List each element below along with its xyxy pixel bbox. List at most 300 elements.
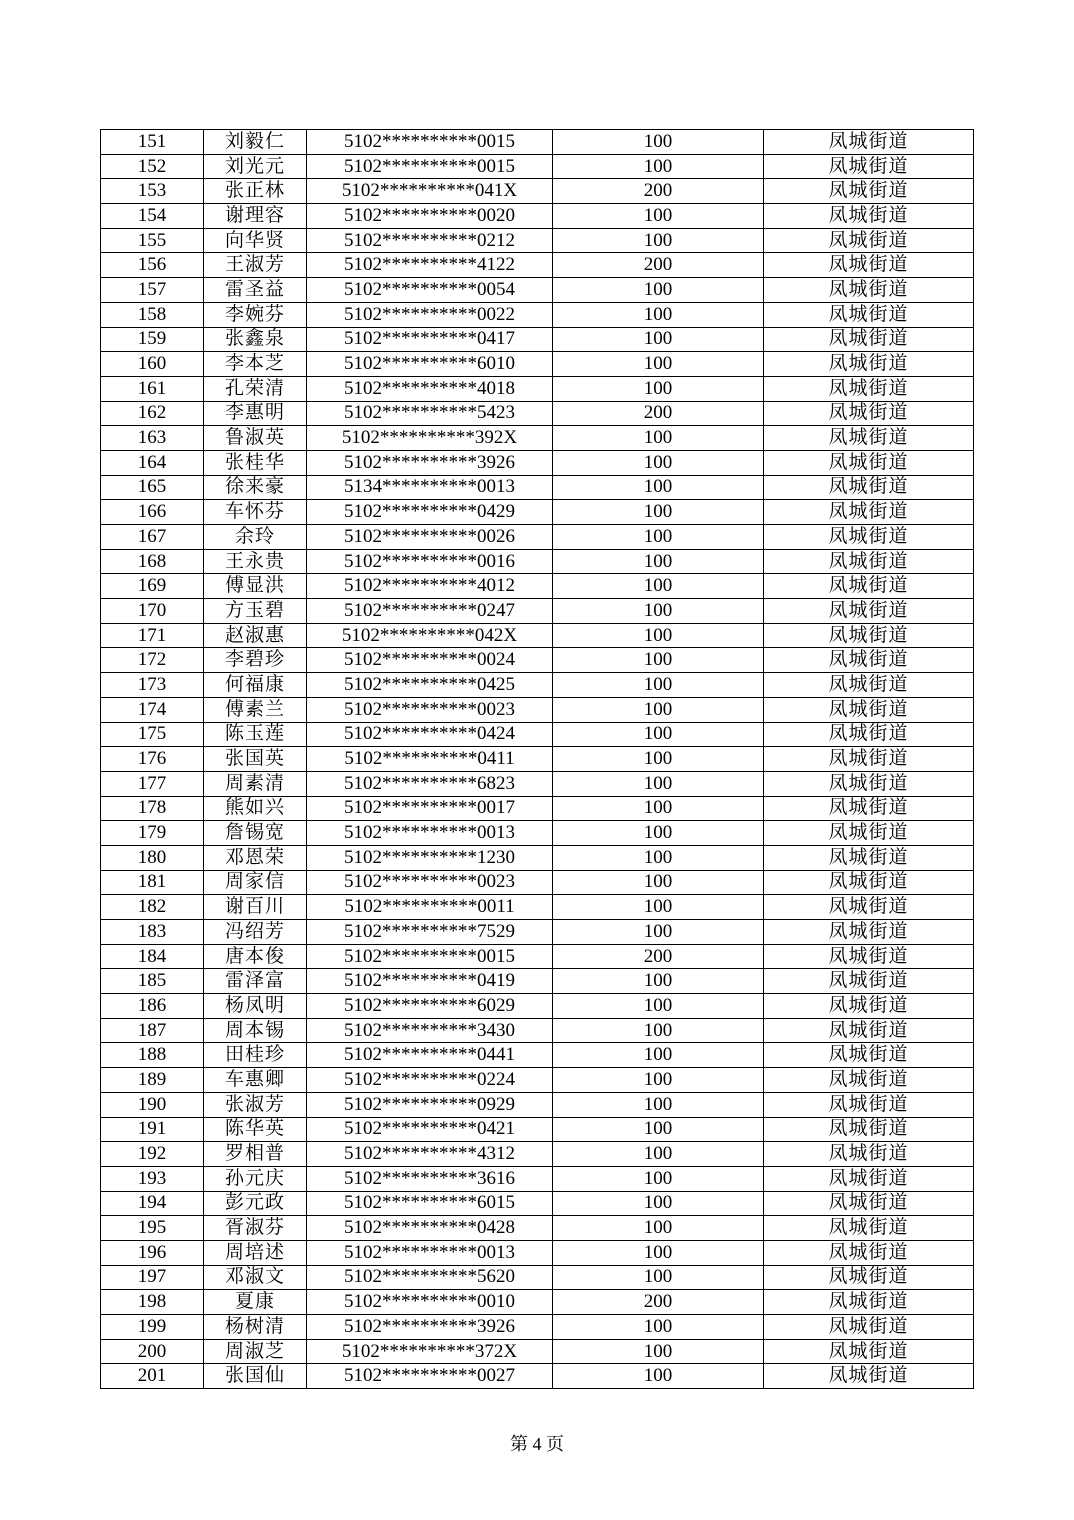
table-row [101, 1166, 974, 1191]
serial-number-cell: 187 [101, 1018, 204, 1043]
table-row [101, 253, 974, 278]
amount-cell: 100 [553, 1142, 764, 1167]
amount-cell: 200 [553, 179, 764, 204]
table-row [101, 1117, 974, 1142]
name-cell: 李惠明 [204, 401, 307, 426]
amount-cell: 100 [553, 1043, 764, 1068]
beneficiary-table [100, 129, 974, 1389]
amount-cell: 100 [553, 1068, 764, 1093]
serial-number-cell: 155 [101, 228, 204, 253]
serial-number-cell: 168 [101, 549, 204, 574]
id-number-cell: 5102**********4312 [307, 1142, 553, 1167]
amount-cell: 100 [553, 648, 764, 673]
street-cell: 凤城街道 [764, 796, 974, 821]
table-row [101, 1240, 974, 1265]
id-number-cell: 5102**********0020 [307, 204, 553, 229]
street-cell: 凤城街道 [764, 895, 974, 920]
table-row [101, 969, 974, 994]
serial-number-cell: 158 [101, 302, 204, 327]
street-cell: 凤城街道 [764, 426, 974, 451]
street-cell: 凤城街道 [764, 821, 974, 846]
name-cell: 王永贵 [204, 549, 307, 574]
amount-cell: 100 [553, 747, 764, 772]
id-number-cell: 5102**********6029 [307, 994, 553, 1019]
table-row [101, 722, 974, 747]
name-cell: 刘光元 [204, 154, 307, 179]
street-cell: 凤城街道 [764, 697, 974, 722]
name-cell: 周本锡 [204, 1018, 307, 1043]
id-number-cell: 5102**********0016 [307, 549, 553, 574]
street-cell: 凤城街道 [764, 1068, 974, 1093]
table-row [101, 450, 974, 475]
name-cell: 杨树清 [204, 1315, 307, 1340]
serial-number-cell: 167 [101, 525, 204, 550]
amount-cell: 100 [553, 574, 764, 599]
serial-number-cell: 175 [101, 722, 204, 747]
amount-cell: 100 [553, 549, 764, 574]
id-number-cell: 5102**********6010 [307, 352, 553, 377]
table-row [101, 1142, 974, 1167]
name-cell: 熊如兴 [204, 796, 307, 821]
name-cell: 向华贤 [204, 228, 307, 253]
name-cell: 张淑芳 [204, 1092, 307, 1117]
id-number-cell: 5102**********5620 [307, 1265, 553, 1290]
name-cell: 刘毅仁 [204, 130, 307, 155]
id-number-cell: 5102**********0017 [307, 796, 553, 821]
serial-number-cell: 196 [101, 1240, 204, 1265]
amount-cell: 100 [553, 599, 764, 624]
table-row [101, 278, 974, 303]
table-row [101, 623, 974, 648]
amount-cell: 100 [553, 327, 764, 352]
street-cell: 凤城街道 [764, 870, 974, 895]
street-cell: 凤城街道 [764, 1240, 974, 1265]
id-number-cell: 5102**********0929 [307, 1092, 553, 1117]
table-row [101, 1364, 974, 1389]
amount-cell: 100 [553, 376, 764, 401]
serial-number-cell: 183 [101, 920, 204, 945]
street-cell: 凤城街道 [764, 179, 974, 204]
street-cell: 凤城街道 [764, 1018, 974, 1043]
serial-number-cell: 169 [101, 574, 204, 599]
amount-cell: 100 [553, 204, 764, 229]
name-cell: 傅素兰 [204, 697, 307, 722]
street-cell: 凤城街道 [764, 401, 974, 426]
id-number-cell: 5102**********0015 [307, 944, 553, 969]
id-number-cell: 5102**********0011 [307, 895, 553, 920]
name-cell: 赵淑惠 [204, 623, 307, 648]
serial-number-cell: 198 [101, 1290, 204, 1315]
street-cell: 凤城街道 [764, 500, 974, 525]
name-cell: 周淑芝 [204, 1339, 307, 1364]
name-cell: 冯绍芳 [204, 920, 307, 945]
name-cell: 车惠卿 [204, 1068, 307, 1093]
name-cell: 周培述 [204, 1240, 307, 1265]
id-number-cell: 5102**********6823 [307, 771, 553, 796]
serial-number-cell: 174 [101, 697, 204, 722]
id-number-cell: 5102**********0015 [307, 154, 553, 179]
id-number-cell: 5102**********042X [307, 623, 553, 648]
serial-number-cell: 179 [101, 821, 204, 846]
street-cell: 凤城街道 [764, 673, 974, 698]
street-cell: 凤城街道 [764, 302, 974, 327]
id-number-cell: 5102**********0424 [307, 722, 553, 747]
table-row [101, 1068, 974, 1093]
id-number-cell: 5102**********1230 [307, 845, 553, 870]
street-cell: 凤城街道 [764, 1339, 974, 1364]
id-number-cell: 5102**********5423 [307, 401, 553, 426]
amount-cell: 100 [553, 623, 764, 648]
street-cell: 凤城街道 [764, 845, 974, 870]
table-row [101, 599, 974, 624]
street-cell: 凤城街道 [764, 327, 974, 352]
street-cell: 凤城街道 [764, 352, 974, 377]
id-number-cell: 5102**********3926 [307, 1315, 553, 1340]
amount-cell: 100 [553, 1216, 764, 1241]
page-number: 第 4 页 [510, 1434, 564, 1454]
id-number-cell: 5102**********0024 [307, 648, 553, 673]
name-cell: 胥淑芬 [204, 1216, 307, 1241]
id-number-cell: 5102**********392X [307, 426, 553, 451]
street-cell: 凤城街道 [764, 1117, 974, 1142]
name-cell: 傅显洪 [204, 574, 307, 599]
name-cell: 陈玉莲 [204, 722, 307, 747]
serial-number-cell: 199 [101, 1315, 204, 1340]
name-cell: 张鑫泉 [204, 327, 307, 352]
id-number-cell: 5102**********0247 [307, 599, 553, 624]
name-cell: 谢理容 [204, 204, 307, 229]
table-row [101, 895, 974, 920]
street-cell: 凤城街道 [764, 623, 974, 648]
table-row [101, 821, 974, 846]
serial-number-cell: 171 [101, 623, 204, 648]
street-cell: 凤城街道 [764, 574, 974, 599]
serial-number-cell: 157 [101, 278, 204, 303]
street-cell: 凤城街道 [764, 228, 974, 253]
serial-number-cell: 153 [101, 179, 204, 204]
table-row [101, 475, 974, 500]
amount-cell: 100 [553, 920, 764, 945]
serial-number-cell: 201 [101, 1364, 204, 1389]
table-row [101, 845, 974, 870]
name-cell: 李婉芬 [204, 302, 307, 327]
table-row [101, 920, 974, 945]
serial-number-cell: 182 [101, 895, 204, 920]
id-number-cell: 5102**********0026 [307, 525, 553, 550]
street-cell: 凤城街道 [764, 475, 974, 500]
table-row [101, 549, 974, 574]
serial-number-cell: 165 [101, 475, 204, 500]
street-cell: 凤城街道 [764, 599, 974, 624]
name-cell: 彭元政 [204, 1191, 307, 1216]
serial-number-cell: 154 [101, 204, 204, 229]
serial-number-cell: 176 [101, 747, 204, 772]
id-number-cell: 5102**********6015 [307, 1191, 553, 1216]
street-cell: 凤城街道 [764, 204, 974, 229]
name-cell: 方玉碧 [204, 599, 307, 624]
table-row [101, 154, 974, 179]
amount-cell: 100 [553, 278, 764, 303]
id-number-cell: 5102**********0023 [307, 870, 553, 895]
name-cell: 张国仙 [204, 1364, 307, 1389]
table-row [101, 1043, 974, 1068]
table-row [101, 179, 974, 204]
name-cell: 邓恩荣 [204, 845, 307, 870]
serial-number-cell: 164 [101, 450, 204, 475]
amount-cell: 100 [553, 895, 764, 920]
table-row [101, 1018, 974, 1043]
serial-number-cell: 156 [101, 253, 204, 278]
amount-cell: 100 [553, 722, 764, 747]
serial-number-cell: 161 [101, 376, 204, 401]
amount-cell: 100 [553, 1240, 764, 1265]
id-number-cell: 5102**********0425 [307, 673, 553, 698]
id-number-cell: 5102**********372X [307, 1339, 553, 1364]
street-cell: 凤城街道 [764, 771, 974, 796]
table-row [101, 747, 974, 772]
id-number-cell: 5102**********7529 [307, 920, 553, 945]
serial-number-cell: 151 [101, 130, 204, 155]
serial-number-cell: 178 [101, 796, 204, 821]
serial-number-cell: 193 [101, 1166, 204, 1191]
name-cell: 周素清 [204, 771, 307, 796]
amount-cell: 100 [553, 450, 764, 475]
name-cell: 田桂珍 [204, 1043, 307, 1068]
table-row [101, 1216, 974, 1241]
amount-cell: 100 [553, 1315, 764, 1340]
street-cell: 凤城街道 [764, 1216, 974, 1241]
table-row [101, 648, 974, 673]
amount-cell: 100 [553, 845, 764, 870]
name-cell: 周家信 [204, 870, 307, 895]
table-row [101, 697, 974, 722]
amount-cell: 200 [553, 253, 764, 278]
amount-cell: 100 [553, 228, 764, 253]
id-number-cell: 5102**********0010 [307, 1290, 553, 1315]
street-cell: 凤城街道 [764, 747, 974, 772]
street-cell: 凤城街道 [764, 450, 974, 475]
id-number-cell: 5102**********0428 [307, 1216, 553, 1241]
street-cell: 凤城街道 [764, 1290, 974, 1315]
amount-cell: 100 [553, 302, 764, 327]
name-cell: 邓淑文 [204, 1265, 307, 1290]
serial-number-cell: 173 [101, 673, 204, 698]
serial-number-cell: 152 [101, 154, 204, 179]
name-cell: 何福康 [204, 673, 307, 698]
name-cell: 孔荣清 [204, 376, 307, 401]
amount-cell: 100 [553, 475, 764, 500]
table-row [101, 673, 974, 698]
street-cell: 凤城街道 [764, 969, 974, 994]
name-cell: 夏康 [204, 1290, 307, 1315]
serial-number-cell: 172 [101, 648, 204, 673]
amount-cell: 100 [553, 352, 764, 377]
table-row [101, 525, 974, 550]
serial-number-cell: 181 [101, 870, 204, 895]
street-cell: 凤城街道 [764, 1142, 974, 1167]
name-cell: 张国英 [204, 747, 307, 772]
id-number-cell: 5102**********0411 [307, 747, 553, 772]
name-cell: 徐来豪 [204, 475, 307, 500]
amount-cell: 200 [553, 1290, 764, 1315]
amount-cell: 100 [553, 1364, 764, 1389]
amount-cell: 100 [553, 500, 764, 525]
serial-number-cell: 190 [101, 1092, 204, 1117]
table-row [101, 1290, 974, 1315]
serial-number-cell: 195 [101, 1216, 204, 1241]
serial-number-cell: 192 [101, 1142, 204, 1167]
id-number-cell: 5102**********041X [307, 179, 553, 204]
id-number-cell: 5102**********0054 [307, 278, 553, 303]
serial-number-cell: 200 [101, 1339, 204, 1364]
id-number-cell: 5102**********0022 [307, 302, 553, 327]
amount-cell: 100 [553, 1265, 764, 1290]
serial-number-cell: 159 [101, 327, 204, 352]
serial-number-cell: 191 [101, 1117, 204, 1142]
amount-cell: 200 [553, 401, 764, 426]
street-cell: 凤城街道 [764, 722, 974, 747]
table-row [101, 500, 974, 525]
name-cell: 杨凤明 [204, 994, 307, 1019]
id-number-cell: 5102**********0441 [307, 1043, 553, 1068]
name-cell: 孙元庆 [204, 1166, 307, 1191]
table-row [101, 426, 974, 451]
name-cell: 余玲 [204, 525, 307, 550]
street-cell: 凤城街道 [764, 1092, 974, 1117]
name-cell: 王淑芳 [204, 253, 307, 278]
street-cell: 凤城街道 [764, 1191, 974, 1216]
table-row [101, 1339, 974, 1364]
id-number-cell: 5102**********0421 [307, 1117, 553, 1142]
id-number-cell: 5102**********0417 [307, 327, 553, 352]
serial-number-cell: 170 [101, 599, 204, 624]
name-cell: 车怀芬 [204, 500, 307, 525]
serial-number-cell: 160 [101, 352, 204, 377]
amount-cell: 100 [553, 1092, 764, 1117]
serial-number-cell: 180 [101, 845, 204, 870]
amount-cell: 100 [553, 525, 764, 550]
serial-number-cell: 189 [101, 1068, 204, 1093]
amount-cell: 100 [553, 1018, 764, 1043]
id-number-cell: 5102**********0429 [307, 500, 553, 525]
id-number-cell: 5102**********0023 [307, 697, 553, 722]
amount-cell: 100 [553, 154, 764, 179]
id-number-cell: 5102**********4012 [307, 574, 553, 599]
street-cell: 凤城街道 [764, 154, 974, 179]
table-row [101, 327, 974, 352]
id-number-cell: 5102**********3926 [307, 450, 553, 475]
amount-cell: 100 [553, 1117, 764, 1142]
table-row [101, 228, 974, 253]
amount-cell: 100 [553, 130, 764, 155]
amount-cell: 100 [553, 426, 764, 451]
street-cell: 凤城街道 [764, 130, 974, 155]
street-cell: 凤城街道 [764, 1265, 974, 1290]
street-cell: 凤城街道 [764, 278, 974, 303]
table-row [101, 352, 974, 377]
name-cell: 谢百川 [204, 895, 307, 920]
street-cell: 凤城街道 [764, 920, 974, 945]
id-number-cell: 5102**********0013 [307, 821, 553, 846]
street-cell: 凤城街道 [764, 944, 974, 969]
amount-cell: 100 [553, 673, 764, 698]
serial-number-cell: 188 [101, 1043, 204, 1068]
id-number-cell: 5102**********4122 [307, 253, 553, 278]
amount-cell: 100 [553, 697, 764, 722]
id-number-cell: 5102**********0027 [307, 1364, 553, 1389]
serial-number-cell: 166 [101, 500, 204, 525]
id-number-cell: 5102**********4018 [307, 376, 553, 401]
name-cell: 鲁淑英 [204, 426, 307, 451]
table-row [101, 1265, 974, 1290]
name-cell: 李本芝 [204, 352, 307, 377]
name-cell: 罗相普 [204, 1142, 307, 1167]
id-number-cell: 5134**********0013 [307, 475, 553, 500]
amount-cell: 100 [553, 969, 764, 994]
id-number-cell: 5102**********0013 [307, 1240, 553, 1265]
street-cell: 凤城街道 [764, 1364, 974, 1389]
table-row [101, 771, 974, 796]
name-cell: 詹锡宽 [204, 821, 307, 846]
street-cell: 凤城街道 [764, 648, 974, 673]
street-cell: 凤城街道 [764, 376, 974, 401]
table-row [101, 574, 974, 599]
amount-cell: 100 [553, 1339, 764, 1364]
serial-number-cell: 197 [101, 1265, 204, 1290]
table-row [101, 204, 974, 229]
table-row [101, 944, 974, 969]
id-number-cell: 5102**********0224 [307, 1068, 553, 1093]
name-cell: 张正林 [204, 179, 307, 204]
table-row [101, 130, 974, 155]
table-row [101, 1315, 974, 1340]
street-cell: 凤城街道 [764, 1043, 974, 1068]
serial-number-cell: 194 [101, 1191, 204, 1216]
amount-cell: 100 [553, 870, 764, 895]
street-cell: 凤城街道 [764, 253, 974, 278]
id-number-cell: 5102**********0015 [307, 130, 553, 155]
id-number-cell: 5102**********0419 [307, 969, 553, 994]
serial-number-cell: 163 [101, 426, 204, 451]
serial-number-cell: 162 [101, 401, 204, 426]
id-number-cell: 5102**********3430 [307, 1018, 553, 1043]
id-number-cell: 5102**********0212 [307, 228, 553, 253]
serial-number-cell: 185 [101, 969, 204, 994]
table-row [101, 401, 974, 426]
id-number-cell: 5102**********3616 [307, 1166, 553, 1191]
name-cell: 唐本俊 [204, 944, 307, 969]
street-cell: 凤城街道 [764, 525, 974, 550]
name-cell: 张桂华 [204, 450, 307, 475]
amount-cell: 200 [553, 944, 764, 969]
table-row [101, 994, 974, 1019]
serial-number-cell: 177 [101, 771, 204, 796]
table-row [101, 302, 974, 327]
name-cell: 陈华英 [204, 1117, 307, 1142]
serial-number-cell: 184 [101, 944, 204, 969]
name-cell: 雷圣益 [204, 278, 307, 303]
table-row [101, 1191, 974, 1216]
amount-cell: 100 [553, 796, 764, 821]
table-row [101, 376, 974, 401]
amount-cell: 100 [553, 994, 764, 1019]
amount-cell: 100 [553, 771, 764, 796]
street-cell: 凤城街道 [764, 994, 974, 1019]
name-cell: 雷泽富 [204, 969, 307, 994]
serial-number-cell: 186 [101, 994, 204, 1019]
name-cell: 李碧珍 [204, 648, 307, 673]
table-body [101, 130, 974, 1389]
